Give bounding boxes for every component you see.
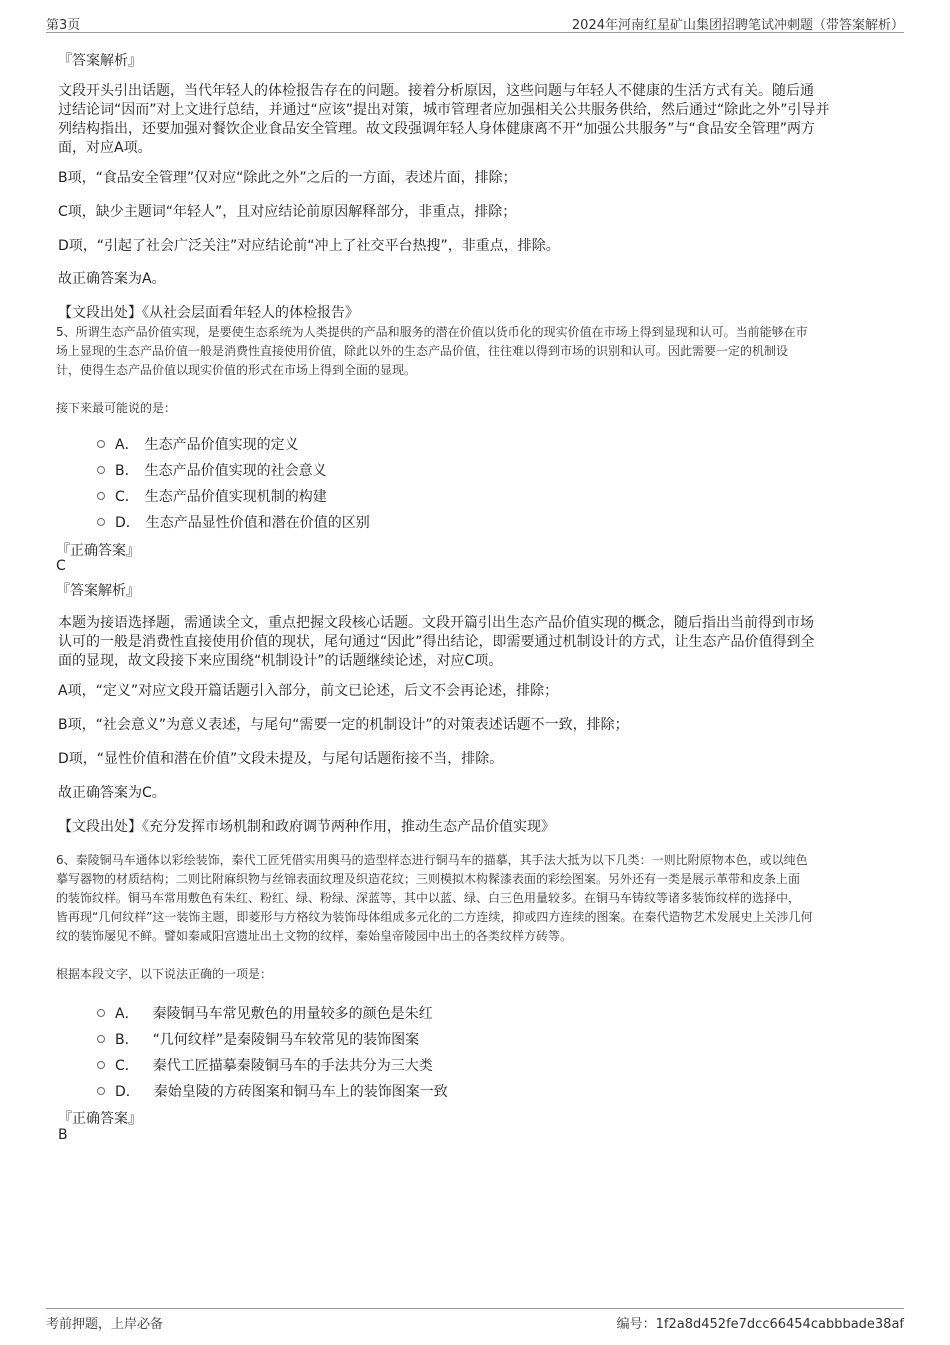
text-line: 场上显现的生态产品价值一般是消费性直接使用价值，除此以外的生态产品价值，往往难以得到市场的识别和认可。因此需要一定的机制设 bbox=[56, 344, 789, 358]
option-letter: B． bbox=[115, 1032, 139, 1048]
option-text: 生态产品价值实现的定义 bbox=[144, 437, 299, 453]
question-5-text bbox=[56, 323, 906, 380]
source-citation: 【文段出处】《从社会层面看年轻人的体检报告》 bbox=[58, 305, 359, 321]
analysis-point-a: A项，“定义”对应文段开篇话题引入部分，前文已论述，后文不会再论述，排除； bbox=[58, 683, 559, 699]
correct-answer-value: B bbox=[58, 1127, 68, 1143]
footer-slogan: 考前押题，上岸必备 bbox=[46, 1317, 164, 1332]
option-letter: D． bbox=[115, 515, 140, 531]
option-letter: C． bbox=[115, 1058, 139, 1074]
text-line: 皆再现“几何纹样”这一装饰主题，即菱形与方格纹为装饰母体组成多元化的二方连续，抑或四方连续的图案。在秦代造物艺术发展史上关涉几何 bbox=[56, 910, 813, 924]
option-text: 生态产品显性价值和潜在价值的区别 bbox=[145, 515, 370, 531]
option-letter: A． bbox=[115, 437, 139, 453]
text-line: 5、所谓生态产品价值实现，是要使生态系统为人类提供的产品和服务的潜在价值以货币化的现实价值在市场上得到显现和认可。当前能够在市 bbox=[56, 325, 808, 339]
option-text: “几何纹样”是秦陵铜马车较常见的装饰图案 bbox=[152, 1032, 420, 1048]
option-letter: A． bbox=[115, 1006, 139, 1022]
option-text: 生态产品价值实现的社会意义 bbox=[144, 463, 327, 479]
analysis-paragraph bbox=[58, 614, 898, 671]
correct-answer-value: C bbox=[56, 558, 66, 574]
text-line: 文段开头引出话题，当代年轻人的体检报告存在的问题。接着分析原因，这些问题与年轻人不健康的生活方式有关。随后通 bbox=[58, 83, 814, 99]
text-line: 面，对应A项。 bbox=[58, 140, 152, 156]
document-code bbox=[617, 1313, 904, 1332]
text-line: 计，使得生态产品价值以现实价值的形式在市场上得到全面的显现。 bbox=[56, 363, 417, 377]
option-letter: C． bbox=[115, 489, 139, 505]
question-5-prompt: 接下来最可能说的是： bbox=[56, 401, 177, 415]
correct-answer-label: 『正确答案』 bbox=[56, 543, 140, 559]
radio-icon[interactable] bbox=[97, 466, 105, 474]
analysis-conclusion: 故正确答案为A。 bbox=[58, 271, 166, 287]
document-title: 2024年河南红星矿山集团招聘笔试冲刺题（带答案解析） bbox=[571, 18, 904, 33]
analysis-conclusion: 故正确答案为C。 bbox=[58, 785, 166, 801]
radio-icon[interactable] bbox=[97, 1061, 105, 1069]
option-text: 秦始皇陵的方砖图案和铜马车上的装饰图案一致 bbox=[153, 1084, 448, 1100]
text-line: 过结论词“因而”对上文进行总结，并通过“应该”提出对策，城市管理者应加强相关公共服务供给，然后通过“除此之外”引导并 bbox=[58, 102, 830, 118]
option-text: 秦代工匠描摹秦陵铜马车的手法共分为三大类 bbox=[152, 1058, 433, 1074]
footer-divider bbox=[46, 1308, 904, 1309]
text-line: 的装饰纹样。铜马车常用敷色有朱红、粉红、绿、粉绿、深蓝等，其中以蓝、绿、白三色用量较多。在铜马车铸纹等诸多装饰纹样的选择中， bbox=[56, 891, 801, 905]
text-line: 摹写器物的材质结构；二则比附麻织物与丝锦表面纹理及织造花纹；三则模拟木构髹漆表面的彩绘图案。另外还有一类是展示革带和皮条上面 bbox=[56, 872, 801, 886]
text-line: 列结构指出，还要加强对餐饮企业食品安全管理。故文段强调年轻人身体健康离不开“加强公共服务”与“食品安全管理”两方 bbox=[58, 121, 816, 137]
correct-answer-label: 『正确答案』 bbox=[58, 1111, 142, 1127]
text-line: 本题为接语选择题，需通读全文，重点把握文段核心话题。文段开篇引出生态产品价值实现的概念，随后指出当前得到市场 bbox=[58, 615, 814, 631]
code-label: 编号： bbox=[616, 1317, 656, 1332]
source-citation: 【文段出处】《充分发挥市场机制和政府调节两种作用，推动生态产品价值实现》 bbox=[58, 819, 555, 835]
option-text: 生态产品价值实现机制的构建 bbox=[144, 489, 327, 505]
analysis-label: 『答案解析』 bbox=[58, 53, 142, 69]
analysis-point-b: B项，“社会意义”为意义表述，与尾句“需要一定的机制设计”的对策表述话题不一致，排除； bbox=[58, 717, 629, 733]
page-number: 第3页 bbox=[46, 18, 81, 33]
analysis-point-b: B项，“食品安全管理”仅对应“除此之外”之后的一方面，表述片面，排除； bbox=[58, 170, 517, 186]
radio-icon[interactable] bbox=[97, 1035, 105, 1043]
q6-option-b[interactable] bbox=[97, 1029, 419, 1049]
analysis-point-d: D项，“显性价值和潜在价值”文段未提及，与尾句话题衔接不当，排除。 bbox=[58, 751, 504, 767]
q5-option-c[interactable] bbox=[97, 486, 327, 506]
header-divider bbox=[46, 32, 904, 33]
q5-option-a[interactable] bbox=[97, 434, 299, 454]
option-letter: D． bbox=[115, 1084, 140, 1100]
q5-option-d[interactable] bbox=[97, 512, 370, 532]
analysis-paragraph bbox=[58, 82, 898, 158]
code-value: 1f2a8d452fe7dcc66454cabbbade38af bbox=[655, 1317, 904, 1332]
radio-icon[interactable] bbox=[97, 1009, 105, 1017]
q6-option-c[interactable] bbox=[97, 1055, 433, 1075]
question-6-text bbox=[56, 851, 906, 946]
analysis-point-c: C项，缺少主题词“年轻人”，且对应结论前原因解释部分，非重点，排除； bbox=[58, 204, 517, 220]
question-6-prompt: 根据本段文字，以下说法正确的一项是： bbox=[56, 967, 273, 981]
text-line: 面的显现，故文段接下来应围绕“机制设计”的话题继续论述，对应C项。 bbox=[58, 653, 503, 669]
analysis-label: 『答案解析』 bbox=[56, 583, 140, 599]
text-line: 纹的装饰屡见不鲜。譬如秦咸阳宫遗址出土文物的纹样，秦始皇帝陵园中出土的各类纹样方砖等。 bbox=[56, 929, 573, 943]
radio-icon[interactable] bbox=[97, 492, 105, 500]
q6-option-a[interactable] bbox=[97, 1003, 433, 1023]
text-line: 6、秦陵铜马车通体以彩绘装饰，秦代工匠凭借实用舆马的造型样态进行铜马车的描摹，其手法大抵为以下几类：一则比附原物本色，或以纯色 bbox=[56, 853, 808, 867]
q5-option-b[interactable] bbox=[97, 460, 327, 480]
radio-icon[interactable] bbox=[97, 440, 105, 448]
option-text: 秦陵铜马车常见敷色的用量较多的颜色是朱红 bbox=[152, 1006, 433, 1022]
option-letter: B． bbox=[115, 463, 139, 479]
analysis-point-d: D项，“引起了社会广泛关注”对应结论前“冲上了社交平台热搜”，非重点，排除。 bbox=[58, 238, 560, 254]
radio-icon[interactable] bbox=[97, 518, 105, 526]
radio-icon[interactable] bbox=[97, 1087, 105, 1095]
text-line: 认可的一般是消费性直接使用价值的现状，尾句通过“因此”得出结论，即需要通过机制设计的方式，让生态产品价值得到全 bbox=[58, 634, 815, 650]
q6-option-d[interactable] bbox=[97, 1081, 448, 1101]
